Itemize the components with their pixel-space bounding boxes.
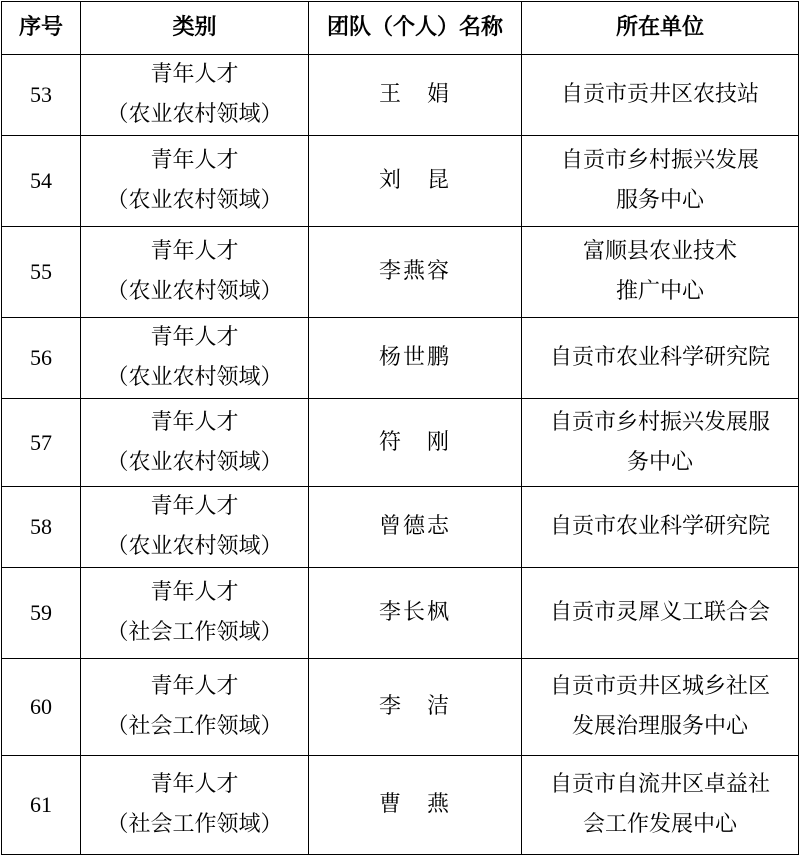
row-name: 王 娟 [309, 55, 522, 136]
row-unit [522, 227, 799, 318]
table-row [2, 659, 799, 756]
header-name: 团队（个人）名称 [309, 2, 522, 55]
unit-line-2: 务中心 [626, 449, 693, 475]
category-line-1: 青年人才 [150, 409, 239, 435]
category-line-1: 青年人才 [150, 772, 239, 797]
row-category [81, 318, 309, 399]
category-line-1: 青年人才 [150, 580, 239, 605]
row-name: 杨世鹏 [309, 318, 522, 399]
header-unit: 所在单位 [522, 2, 799, 55]
header-seq: 序号 [2, 2, 81, 55]
unit-line-1: 自贡市贡井区城乡社区 [549, 674, 770, 699]
row-seq: 55 [2, 227, 81, 318]
category-line-2: （农业农村领域） [106, 279, 283, 304]
table-row [2, 227, 799, 318]
row-name: 李 洁 [309, 659, 522, 756]
unit-line-2: 服务中心 [615, 188, 704, 213]
category-line-2: （农业农村领域） [106, 449, 283, 475]
row-seq: 53 [2, 55, 81, 136]
header-category: 类别 [81, 2, 309, 55]
unit-line-2: 推广中心 [615, 279, 704, 304]
category-line-2: （农业农村领域） [106, 365, 283, 390]
row-seq: 54 [2, 136, 81, 227]
category-line-1: 青年人才 [150, 325, 239, 350]
row-seq: 61 [2, 756, 81, 855]
table-row [2, 136, 799, 227]
row-name: 李长枫 [309, 568, 522, 659]
table-row [2, 318, 799, 399]
row-seq: 57 [2, 399, 81, 487]
category-line-1: 青年人才 [150, 239, 239, 264]
row-name: 曹 燕 [309, 756, 522, 855]
unit-line-2: 发展治理服务中心 [571, 714, 748, 739]
unit-line-1: 自贡市自流井区卓益社 [549, 772, 770, 797]
table-row [2, 756, 799, 855]
unit-line-1: 自贡市农业科学研究院 [549, 345, 770, 370]
row-unit [522, 568, 799, 659]
category-line-1: 青年人才 [150, 674, 239, 699]
row-seq: 59 [2, 568, 81, 659]
category-line-2: （社会工作领域） [106, 714, 283, 739]
category-line-2: （农业农村领域） [106, 534, 283, 559]
table-row [2, 487, 799, 568]
category-line-2: （社会工作领域） [106, 620, 283, 645]
category-line-2: （农业农村领域） [106, 188, 283, 213]
row-unit [522, 55, 799, 136]
row-unit [522, 659, 799, 756]
category-line-1: 青年人才 [150, 62, 239, 87]
row-seq: 58 [2, 487, 81, 568]
row-unit [522, 136, 799, 227]
row-name: 曾德志 [309, 487, 522, 568]
row-seq: 60 [2, 659, 81, 756]
unit-line-1: 自贡市乡村振兴发展服 [549, 409, 770, 435]
header-row [2, 2, 799, 55]
row-unit [522, 318, 799, 399]
row-unit [522, 756, 799, 855]
row-category [81, 568, 309, 659]
category-line-2: （农业农村领域） [106, 102, 283, 127]
table-row [2, 568, 799, 659]
row-name: 李燕容 [309, 227, 522, 318]
row-category [81, 487, 309, 568]
row-category [81, 136, 309, 227]
row-seq: 56 [2, 318, 81, 399]
category-line-2: （社会工作领域） [106, 812, 283, 837]
category-line-1: 青年人才 [150, 494, 239, 519]
personnel-table [1, 1, 799, 855]
row-name: 刘 昆 [309, 136, 522, 227]
unit-line-1: 自贡市农业科学研究院 [549, 514, 770, 539]
row-unit [522, 487, 799, 568]
row-category [81, 227, 309, 318]
row-unit [522, 399, 799, 487]
table-row [2, 399, 799, 487]
table-row [2, 55, 799, 136]
unit-line-1: 富顺县农业技术 [582, 239, 737, 264]
category-line-1: 青年人才 [150, 148, 239, 173]
row-category [81, 399, 309, 487]
row-name: 符 刚 [309, 399, 522, 487]
row-category [81, 756, 309, 855]
row-category [81, 55, 309, 136]
unit-line-2: 会工作发展中心 [582, 812, 737, 837]
row-category [81, 659, 309, 756]
unit-line-1: 自贡市贡井区农技站 [560, 82, 759, 107]
unit-line-1: 自贡市乡村振兴发展 [560, 148, 759, 173]
unit-line-1: 自贡市灵犀义工联合会 [549, 600, 770, 625]
